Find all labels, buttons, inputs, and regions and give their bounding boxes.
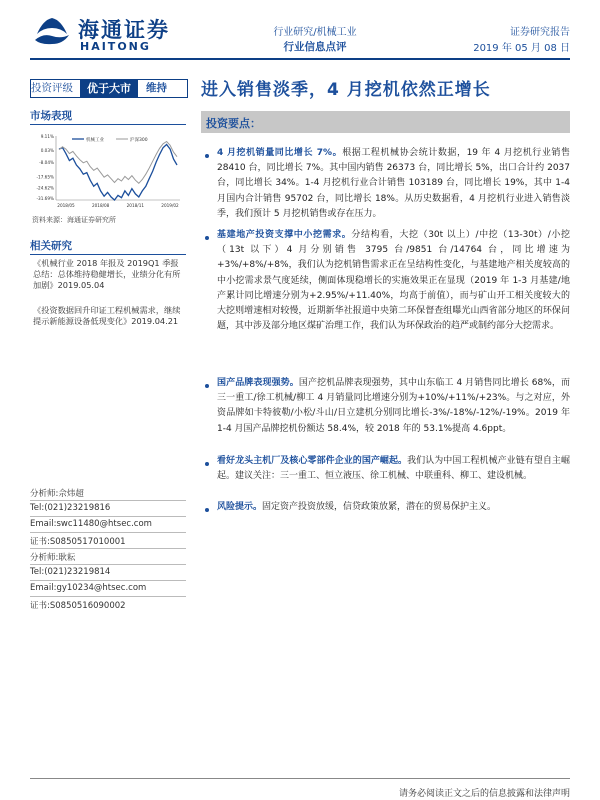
series-line-machinery bbox=[59, 145, 177, 201]
key-point-item bbox=[217, 376, 570, 437]
analyst-cert: 证书:S0850516090002 bbox=[30, 601, 126, 611]
related-research-title: 相关研究 bbox=[30, 240, 72, 252]
related-report-link[interactable]: 《机械行业 2018 年报及 2019Q1 季报总结：总体维持稳健增长，业绩分化有所加剧》2019.05.04 bbox=[33, 258, 181, 290]
y-tick-label: 0.03% bbox=[40, 147, 54, 153]
analyst-divider bbox=[30, 564, 186, 565]
key-point-item bbox=[217, 500, 570, 515]
report-date: 2019 年 05 月 08 日 bbox=[473, 43, 570, 54]
key-point-item bbox=[217, 146, 570, 222]
bullet-icon bbox=[205, 384, 209, 388]
market-performance-chart bbox=[30, 130, 186, 212]
section-divider bbox=[30, 124, 186, 125]
section-divider bbox=[30, 254, 186, 255]
analyst-divider bbox=[30, 548, 186, 549]
footer-divider bbox=[30, 778, 570, 779]
analyst-tel: Tel:(021)23219814 bbox=[30, 567, 111, 577]
analyst-email[interactable]: Email:swc11480@htsec.com bbox=[30, 519, 152, 529]
report-label: 证券研究报告 bbox=[510, 27, 570, 38]
rating-label: 投资评级 bbox=[31, 82, 73, 94]
y-tick-label: -31.69% bbox=[36, 196, 54, 202]
bullet-icon bbox=[205, 462, 209, 466]
key-point-text: 固定资产投资放缓，信贷政策放紧，潜在的贸易保护主义。 bbox=[262, 502, 497, 512]
key-point-text: 根据工程机械协会统计数据，19 年 4 月挖机行业销售 28410 台，同比增长 7%。其中国内销售 26373 台，同比增长 5%，出口合计约 2037 台，同比增长 34%。1-4 月挖机行业合计销售 103189 台，同比增长 19%，其中 1-4 月国内合计销售 95702 台，同比增长 18%。从历史数据看，4 月挖机行业进入销售淡季，我们预计 5 月挖机销售或存在压力。 bbox=[217, 148, 570, 219]
market-performance-title: 市场表现 bbox=[30, 110, 72, 122]
y-tick-label: -24.62% bbox=[36, 185, 54, 191]
key-point-item bbox=[217, 228, 570, 334]
x-tick-label: 2018/08 bbox=[91, 203, 110, 208]
x-tick-label: 2018/11 bbox=[126, 203, 145, 208]
analyst-divider bbox=[30, 516, 186, 517]
bullet-icon bbox=[205, 236, 209, 240]
legend-label: 机械工业 bbox=[86, 137, 104, 143]
analyst-divider bbox=[30, 532, 186, 533]
report-type: 行业信息点评 bbox=[283, 41, 347, 53]
y-tick-label: -8.04% bbox=[39, 160, 54, 166]
analyst-divider bbox=[30, 500, 186, 501]
y-tick-label: 9.11% bbox=[40, 134, 54, 139]
report-title: 进入销售淡季，4 月挖机依然正增长 bbox=[201, 80, 491, 100]
key-point-lead: 基建地产投资支撑中小挖需求。 bbox=[217, 230, 352, 240]
haitong-logo-icon bbox=[33, 14, 71, 48]
series-line-csi300 bbox=[59, 142, 177, 184]
logo-text-cn: 海通证券 bbox=[78, 18, 170, 42]
analyst-name: 分析师:佘炜超 bbox=[30, 489, 84, 499]
x-tick-label: 2018/05 bbox=[57, 203, 75, 208]
key-point-text: 分结构看，大挖（30t 以上）/中挖（13-30t）/小挖（13t 以下）4 月分别销售 3795 台/9851 台/14764 台，同比增速为+3%/+8%/+8%，我们认为挖机销售需求正在呈结构性变化，与基建地产相关度较高的中小挖需求景气度延续，侧面体现稳增长的实施效果正在显现（2019 年 1-3 月基建/地产累计同比增速分别为+2.95%/+11.40%，均高于前值），而与矿山开工相关度较大的大挖则增速相对较慢，近期新华社报道中央第二环保督查组曝光山西省部分地区的环保问题，其中涉及部分地区煤矿治理工作，我们认为环保政治的趋严或制约部分大挖需求。 bbox=[217, 230, 570, 332]
key-point-lead: 国产品牌表现强势。 bbox=[217, 378, 299, 388]
footer-disclaimer[interactable]: 请务必阅读正文之后的信息披露和法律声明 bbox=[398, 789, 570, 799]
y-tick-label: -17.65% bbox=[36, 174, 54, 180]
bullet-icon bbox=[205, 154, 209, 158]
report-category: 行业研究/机械工业 bbox=[273, 27, 357, 38]
x-tick-label: 2019/02 bbox=[161, 203, 179, 208]
key-points-title: 投资要点： bbox=[206, 117, 261, 130]
analyst-cert: 证书:S0850517010001 bbox=[30, 537, 126, 547]
key-point-item bbox=[217, 454, 570, 484]
rating-change: 维持 bbox=[146, 82, 167, 94]
related-report-link[interactable]: 《投资数据回升印证工程机械需求，继续提示新能源设备低现变化》2019.04.21 bbox=[33, 305, 181, 326]
header-divider bbox=[30, 58, 570, 60]
analyst-email[interactable]: Email:gy10234@htsec.com bbox=[30, 583, 147, 593]
key-point-lead: 4 月挖机销量同比增长 7%。 bbox=[217, 148, 343, 158]
analyst-name: 分析师:耿耘 bbox=[30, 553, 76, 563]
analyst-divider bbox=[30, 596, 186, 597]
analyst-tel: Tel:(021)23219816 bbox=[30, 503, 111, 513]
key-point-text: 我们认为中国工程机械产业链有望自主崛起。建议关注：三一重工、恒立液压、徐工机械、中联重科、柳工、建设机械。 bbox=[217, 456, 570, 482]
key-point-lead: 风险提示。 bbox=[217, 502, 263, 512]
rating-value: 优于大市 bbox=[80, 79, 138, 98]
legend-label: 沪深300 bbox=[130, 137, 148, 143]
bullet-icon bbox=[205, 508, 209, 512]
key-point-lead: 看好龙头主机厂及核心零部件企业的国产崛起。 bbox=[217, 456, 408, 466]
logo-text-en: HAITONG bbox=[80, 40, 151, 53]
analyst-divider bbox=[30, 580, 186, 581]
key-point-text: 国产挖机品牌表现强势，其中山东临工 4 月销售同比增长 68%，而三一重工/徐工机械/柳工 4 月销量同比增速分别为+10%/+11%/+23%。与之对应，外资品牌如卡特彼勒/小松/斗山/日立建机分别同比增长-3%/-18%/-12%/-19%。2019 年 1-4 月国产品牌挖机份额达 58.4%，较 2018 年的 53.1%提高 4.6ppt。 bbox=[217, 378, 570, 434]
chart-source: 资料来源：海通证券研究所 bbox=[32, 216, 116, 224]
